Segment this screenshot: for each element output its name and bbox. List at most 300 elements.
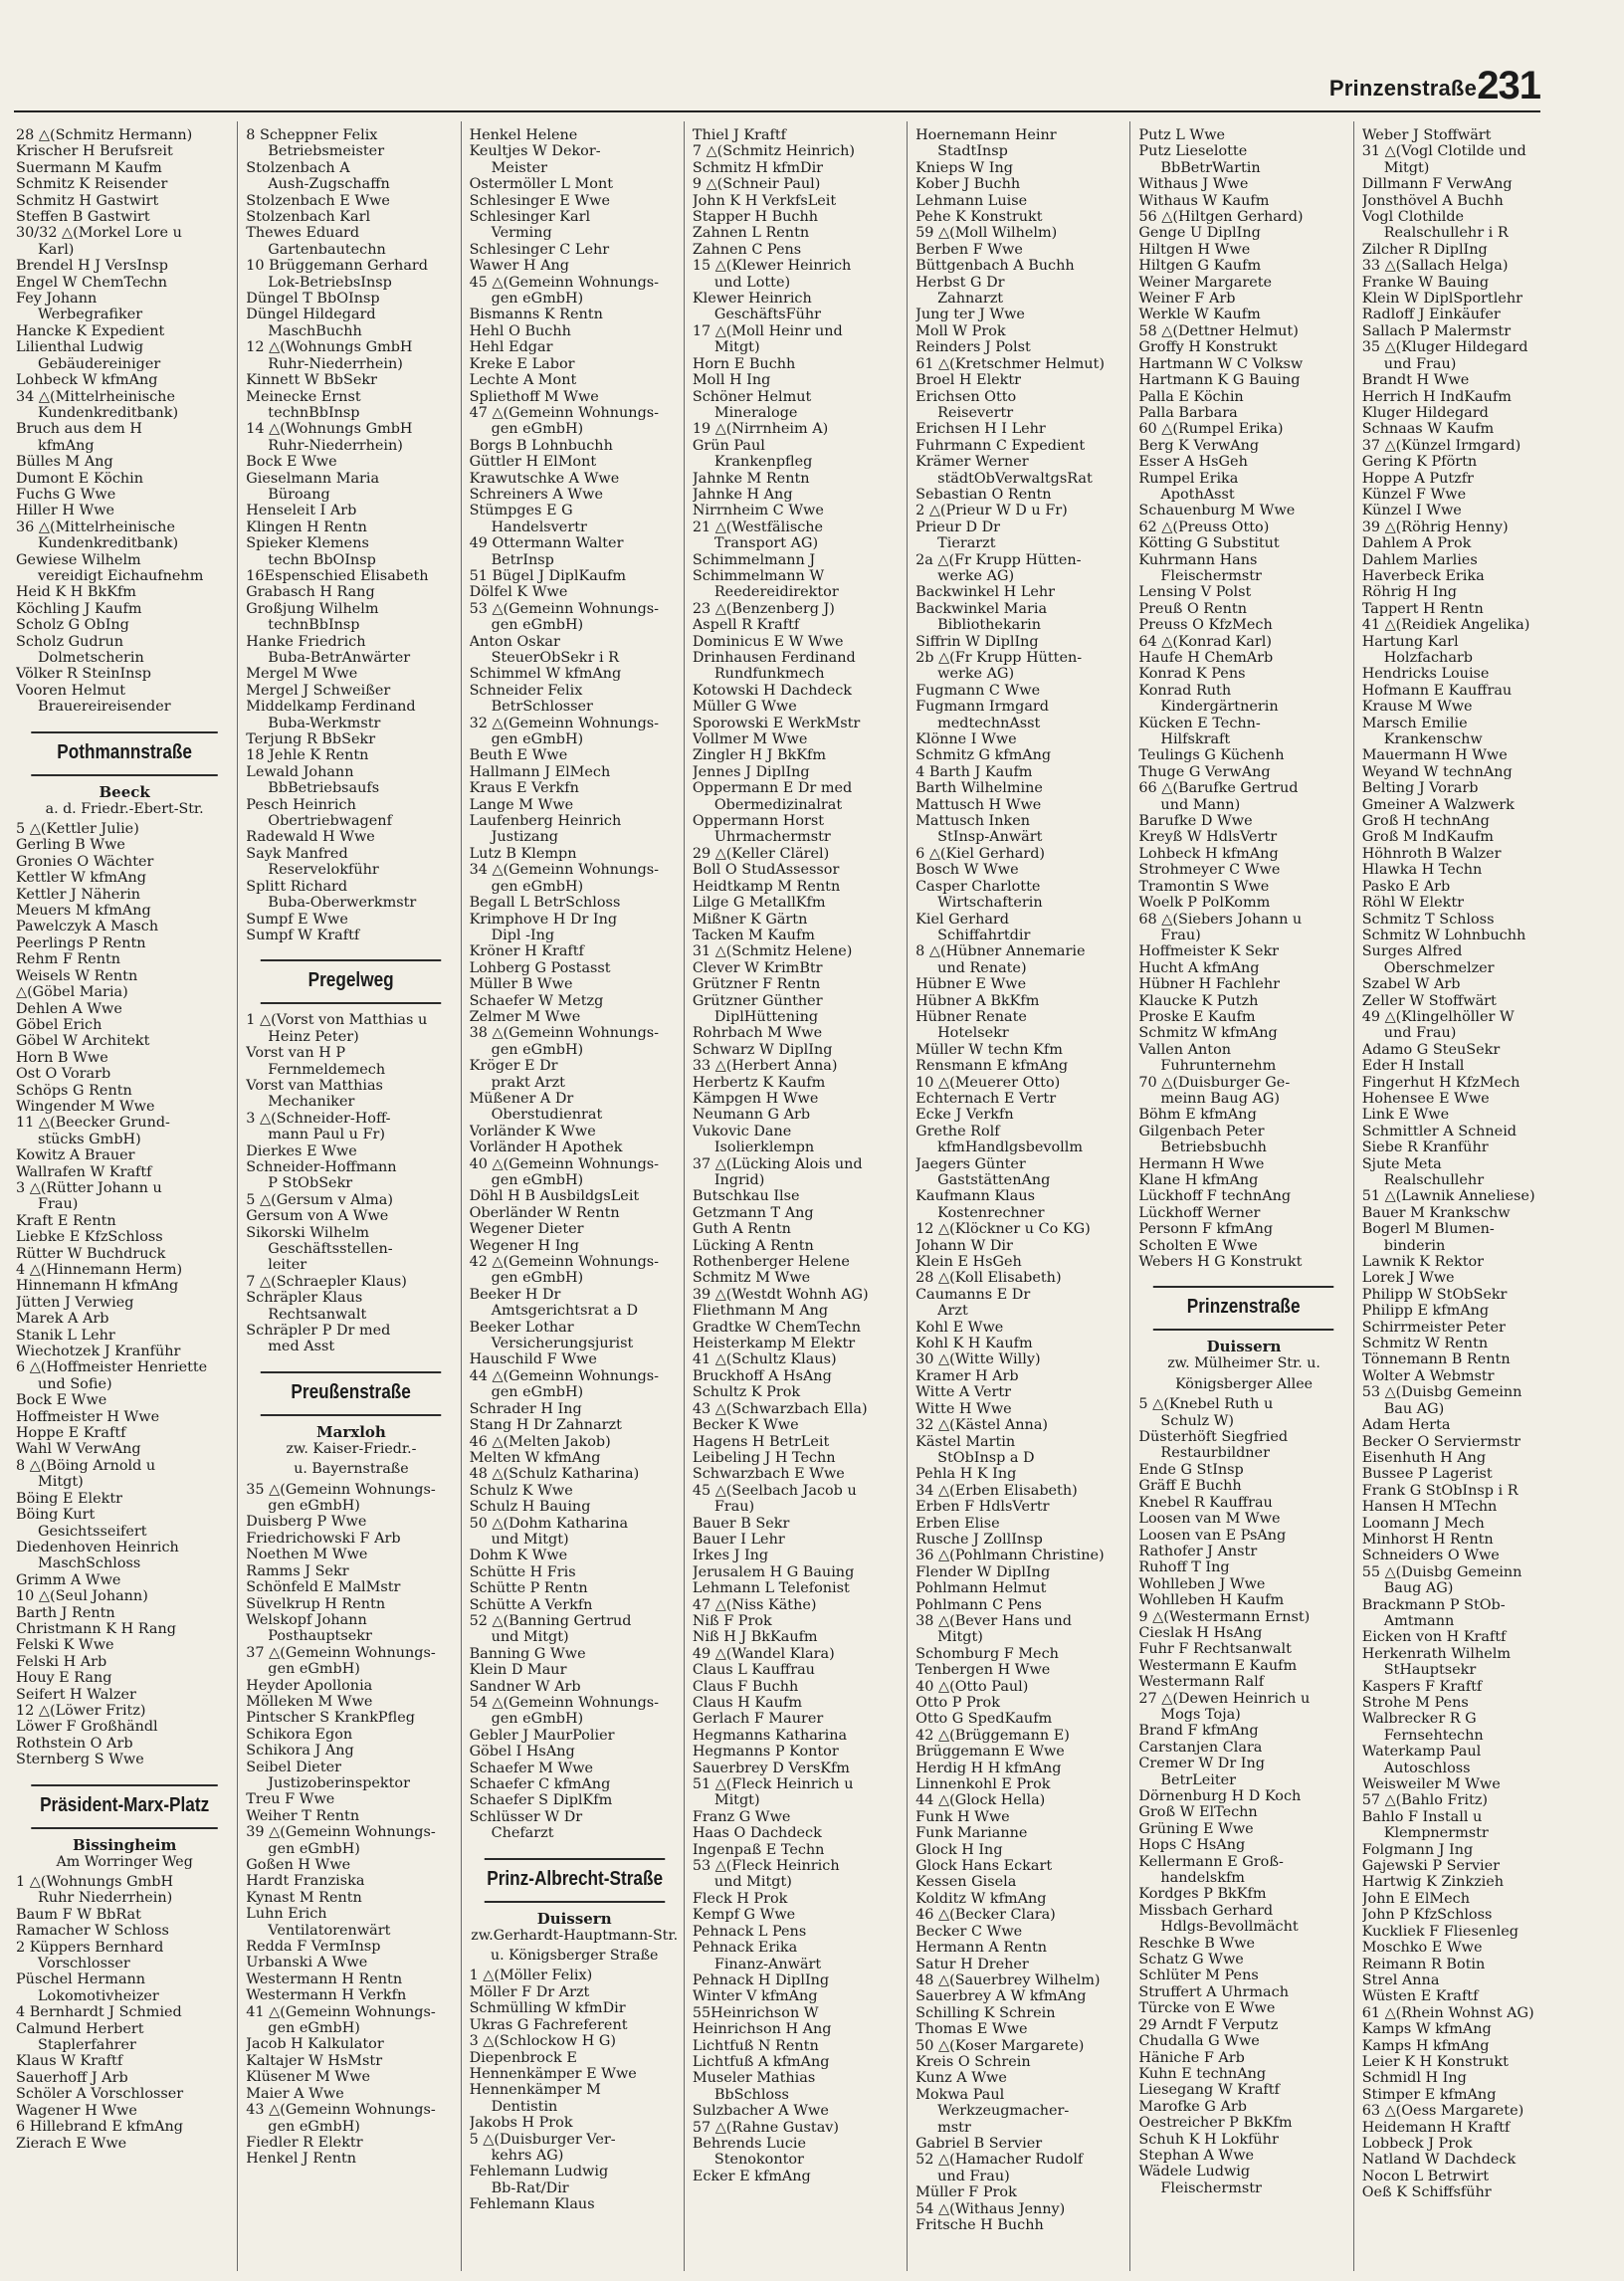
directory-entry: kfmHandlgsbevollm — [937, 1140, 1083, 1156]
directory-entry: Scholten E Wwe — [1138, 1237, 1258, 1254]
directory-entry: Schulz W) — [1160, 1412, 1235, 1429]
directory-entry: Felski H Arb — [16, 1653, 107, 1670]
directory-entry: Reedereidirektor — [713, 584, 839, 601]
directory-entry: 29 Arndt F Verputz — [1138, 2016, 1279, 2033]
directory-entry: und Frau) — [1383, 1025, 1457, 1042]
directory-entry: Vollmer M Wwe — [692, 731, 808, 748]
directory-entry: Schwarz W DiplIng — [692, 1041, 833, 1058]
directory-entry: Hanke Friedrich — [246, 633, 366, 650]
directory-entry: Friedrichowski F Arb — [246, 1530, 401, 1547]
directory-entry: Maier A Wwe — [246, 2085, 344, 2102]
directory-entry: 2 △(Prieur W D u Fr) — [915, 503, 1068, 519]
directory-entry: Henkel Helene — [469, 127, 578, 143]
directory-entry: Kreis O Schrein — [915, 2053, 1031, 2070]
directory-entry: Lichtfuß N Rentn — [692, 2037, 819, 2054]
directory-entry: Otto P Prok — [915, 1695, 1000, 1711]
directory-entry: Hardt Franziska — [246, 1873, 365, 1890]
directory-entry: 49 △(Wandel Klara) — [692, 1645, 835, 1662]
directory-entry: Loosen van E PsAng — [1138, 1527, 1287, 1544]
directory-entry: Reschke B Wwe — [1138, 1935, 1256, 1952]
directory-entry: Gerling B Wwe — [16, 837, 125, 854]
directory-entry: und Sofie) — [38, 1375, 112, 1392]
directory-entry: Peerlings P Rentn — [16, 934, 146, 951]
directory-entry: Ukras G Fachreferent — [469, 2016, 628, 2033]
directory-entry: Reimann R Botin — [1361, 1956, 1486, 1972]
directory-entry: Brauereireisender — [38, 699, 171, 716]
directory-entry: Engel W ChemTechn — [16, 274, 168, 291]
directory-entry: 33 △(Sallach Helga) — [1361, 258, 1509, 275]
directory-entry: Hartwig K Zinkzieh — [1361, 1874, 1505, 1891]
directory-entry: Kamps W kfmAng — [1361, 2021, 1492, 2038]
directory-entry: Vooren Helmut — [16, 682, 126, 699]
directory-entry: Welskopf Johann — [246, 1611, 367, 1628]
directory-entry: 51 Bügel J DiplKaufm — [469, 567, 627, 584]
directory-entry: 49 Ottermann Walter — [469, 535, 624, 552]
directory-entry: Broel H Elektr — [915, 372, 1022, 389]
directory-entry: Bahlo F Install u — [1361, 1808, 1483, 1825]
directory-entry: ApothAsst — [1160, 486, 1235, 503]
directory-entry: Hehl Edgar — [469, 339, 553, 356]
directory-entry: Jacob H Kalkulator — [246, 2036, 384, 2053]
directory-entry: Mokwa Paul — [915, 2086, 1005, 2103]
directory-entry: Spieker Klemens — [246, 535, 369, 552]
directory-entry: Dörnenburg H D Koch — [1138, 1788, 1302, 1804]
directory-entry: Johann W Dir — [915, 1237, 1013, 1254]
directory-entry: Stang H Dr Zahnarzt — [469, 1417, 622, 1434]
directory-entry: Teulings G Küchenh — [1138, 747, 1285, 764]
directory-entry: Irkes J Ing — [692, 1548, 769, 1564]
directory-entry: Groß M IndKaufm — [1361, 829, 1494, 846]
directory-entry: Schöler A Vorschlosser — [16, 2086, 184, 2103]
directory-entry: Wohlleben H Kaufm — [1138, 1592, 1285, 1609]
directory-entry: Palla E Köchin — [1138, 388, 1244, 405]
street-section-note: zw. Mülheimer Str. u. — [1167, 1355, 1320, 1372]
directory-entry: Kröger E Dr — [469, 1058, 558, 1075]
directory-entry: Schlesinger C Lehr — [469, 241, 610, 258]
directory-entry: Schuh K H Lokführ — [1138, 2131, 1279, 2148]
directory-entry: Schimmelmann W — [692, 567, 825, 584]
directory-entry: Pehe K Konstrukt — [915, 209, 1043, 226]
directory-entry: Fliethmann M Ang — [692, 1303, 829, 1320]
directory-entry: 53 △(Duisbg Gemeinn — [1361, 1384, 1522, 1401]
directory-entry: 2 Küppers Bernhard — [16, 1939, 164, 1956]
directory-entry: Weyand W technAng — [1361, 763, 1513, 780]
directory-entry: Rohrbach M Wwe — [692, 1025, 823, 1042]
directory-entry: Felski K Wwe — [16, 1637, 114, 1654]
directory-entry: Hoffmeister K Sekr — [1138, 943, 1280, 960]
directory-entry: BbBetriebsaufs — [268, 780, 380, 797]
directory-column-5 — [907, 121, 1129, 2271]
directory-entry: Hübner H Fachlehr — [1138, 976, 1280, 993]
directory-entry: Berg K VerwAng — [1138, 437, 1260, 454]
directory-entry: Wahl W VerwAng — [16, 1441, 141, 1458]
directory-entry: 38 △(Gemeinn Wohnungs- — [469, 1025, 660, 1042]
directory-entry: 56 △(Hiltgen Gerhard) — [1138, 209, 1304, 226]
directory-entry: Fleischermstr — [1160, 567, 1262, 584]
directory-column-4 — [684, 121, 907, 2271]
directory-entry: Lensing V Polst — [1138, 584, 1252, 601]
directory-entry: Berben F Wwe — [915, 241, 1023, 258]
directory-entry: Zingler H J BkKfm — [692, 747, 826, 764]
directory-entry: Büroang — [268, 486, 330, 503]
directory-column-7 — [1353, 121, 1576, 2271]
directory-entry: Oppermann E Dr med — [692, 780, 853, 797]
directory-entry: Withaus W Kaufm — [1138, 192, 1270, 209]
directory-entry: Heid K H BkKfm — [16, 584, 136, 601]
directory-entry: Cremer W Dr Ing — [1138, 1756, 1265, 1772]
directory-entry: Schmitz W Rentn — [1361, 1336, 1489, 1352]
directory-entry: Hoffmeister H Wwe — [16, 1408, 160, 1425]
directory-entry: Karl) — [38, 241, 75, 258]
directory-entry: Lobbeck J Prok — [1361, 2135, 1473, 2152]
directory-entry: Hinnemann H kfmAng — [16, 1278, 179, 1295]
directory-entry: Schiffahrtdir — [937, 927, 1031, 943]
directory-entry: Großjung Wilhelm — [246, 600, 379, 617]
directory-entry: 42 △(Brüggemann E) — [915, 1727, 1070, 1744]
directory-entry: Hoernemann Heinr — [915, 127, 1057, 143]
directory-entry: Betriebsbuchh — [1160, 1140, 1267, 1156]
directory-entry: Heinz Peter) — [268, 1028, 359, 1045]
directory-entry: Hennenkämper M — [469, 2082, 601, 2099]
directory-entry: Dipl -Ing — [491, 927, 555, 943]
header-rule — [14, 110, 1540, 112]
directory-entry: Justizoberinspektor — [268, 1774, 410, 1791]
directory-entry: Hauschild F Wwe — [469, 1351, 597, 1368]
directory-entry: Ostermöller L Mont — [469, 176, 613, 193]
directory-entry: △(Göbel Maria) — [16, 984, 128, 1001]
directory-entry: Geschäftsstellen- — [268, 1241, 393, 1257]
directory-entry: 34 △(Erben Elisabeth) — [915, 1482, 1078, 1499]
directory-entry: Philipp E kfmAng — [1361, 1303, 1490, 1320]
directory-entry: Heyder Apollonia — [246, 1677, 373, 1694]
directory-entry: Dahlem Marlies — [1361, 551, 1478, 568]
directory-entry: Dohm K Wwe — [469, 1548, 568, 1564]
directory-entry: Haverbeck Erika — [1361, 567, 1485, 584]
directory-entry: gen eGmbH) — [491, 878, 584, 895]
directory-entry: Röhl W Elektr — [1361, 895, 1465, 912]
directory-entry: Wallrafen W Kraftf — [16, 1163, 152, 1180]
directory-entry: Hübner A BkKfm — [915, 992, 1040, 1009]
directory-entry: Pehnack L Pens — [692, 1923, 807, 1940]
directory-entry: Kundenkreditbank) — [38, 535, 179, 552]
directory-entry: Belting J Vorarb — [1361, 780, 1479, 797]
directory-entry: werke AG) — [937, 567, 1015, 584]
directory-entry: Verming — [491, 225, 552, 242]
directory-entry: Rensmann E kfmAng — [915, 1058, 1069, 1075]
street-section-note: a. d. Friedr.-Ebert-Str. — [45, 800, 204, 817]
directory-entry: Eder H Install — [1361, 1058, 1465, 1075]
directory-entry: Sternberg S Wwe — [16, 1752, 144, 1768]
directory-entry: Woelk P PolKomm — [1138, 895, 1271, 912]
directory-entry: technBbInsp — [268, 617, 360, 634]
directory-entry: Bogerl M Blumen- — [1361, 1221, 1495, 1238]
directory-entry: Fernsehtechn — [1383, 1727, 1484, 1744]
directory-entry: Personn F kfmAng — [1138, 1221, 1274, 1238]
directory-entry: Kaltajer W HsMstr — [246, 2052, 383, 2069]
directory-entry: GeschäftsFühr — [713, 307, 822, 323]
directory-entry: Arzt — [937, 1303, 968, 1320]
directory-entry: Schirrmeister Peter — [1361, 1319, 1506, 1336]
directory-entry: Westermann E Kaufm — [1138, 1657, 1298, 1674]
directory-entry: werke AG) — [937, 666, 1015, 683]
directory-entry: Bauer I Lehr — [692, 1531, 785, 1548]
directory-entry: Niß H J BkKaufm — [692, 1629, 818, 1646]
directory-entry: Strohmeyer C Wwe — [1138, 862, 1281, 879]
directory-entry: Süvelkrup H Rentn — [246, 1595, 386, 1612]
directory-entry: Loosen van M Wwe — [1138, 1511, 1281, 1528]
directory-entry: P StObSekr — [268, 1175, 353, 1192]
directory-entry: Butschkau Ilse — [692, 1188, 800, 1205]
directory-entry: Schreiners A Wwe — [469, 486, 603, 503]
directory-entry: 4 △(Hinnemann Herm) — [16, 1262, 183, 1278]
directory-entry: Folgmann J Ing — [1361, 1841, 1474, 1858]
directory-entry: Meinecke Ernst — [246, 388, 361, 405]
directory-entry: Bussee P Lagerist — [1361, 1466, 1493, 1483]
directory-entry: Melten W kfmAng — [469, 1449, 601, 1466]
directory-entry: Lohbeck W kfmAng — [16, 372, 158, 389]
directory-entry: Reinders J Polst — [915, 339, 1031, 356]
directory-entry: Jennes J DiplIng — [692, 763, 810, 780]
directory-entry: Stolzenbach A — [246, 159, 350, 176]
directory-entry: Hübner Renate — [915, 1008, 1027, 1025]
directory-column-1 — [14, 121, 237, 2271]
directory-entry: Fugmann Irmgard — [915, 699, 1050, 716]
directory-entry: Mogs Toja) — [1160, 1706, 1241, 1723]
directory-entry: Moschko E Wwe — [1361, 1940, 1483, 1957]
directory-entry: 10 Brüggemann Gerhard — [246, 258, 428, 275]
directory-entry: Tacken M Kaufm — [692, 927, 815, 943]
directory-entry: Pehnack Erika — [692, 1940, 798, 1957]
directory-entry: Beuth E Wwe — [469, 747, 568, 764]
directory-entry: Pohlmann C Pens — [915, 1596, 1042, 1613]
directory-entry: prakt Arzt — [491, 1074, 565, 1091]
directory-entry: Klingen H Rentn — [246, 518, 367, 535]
directory-entry: Mergel M Wwe — [246, 666, 358, 683]
directory-entry: 5 △(Duisburger Ver- — [469, 2131, 616, 2148]
directory-entry: SteuerObSekr i R — [491, 650, 619, 666]
directory-entry: 45 △(Gemeinn Wohnungs- — [469, 274, 660, 291]
directory-entry: 19 △(Nirrnheim A) — [692, 421, 829, 438]
directory-entry: und Mitgt) — [713, 1874, 792, 1891]
directory-entry: Schomburg F Mech — [915, 1645, 1059, 1662]
directory-entry: Heidtkamp M Rentn — [692, 878, 841, 895]
directory-entry: 14 △(Wohnungs GmbH — [246, 421, 413, 438]
directory-entry: Büttgenbach A Buchh — [915, 258, 1075, 275]
directory-entry: Grün Paul — [692, 437, 765, 454]
directory-entry: Autoschloss — [1383, 1760, 1471, 1776]
directory-entry: Ruhr-Niederrhein) — [268, 437, 403, 454]
directory-entry: Schaefer S DiplKfm — [469, 1792, 613, 1809]
directory-entry: Chudalla G Wwe — [1138, 2033, 1260, 2050]
directory-entry: Kowitz A Brauer — [16, 1147, 135, 1164]
directory-entry: handelskfm — [1160, 1870, 1245, 1887]
directory-entry: Schwarzbach E Wwe — [692, 1466, 845, 1483]
directory-entry: Esser A HsGeh — [1138, 454, 1248, 471]
directory-entry: Laufenberg Heinrich — [469, 813, 622, 830]
directory-entry: Ingrid) — [713, 1172, 765, 1188]
directory-entry: Borgs B Lohnbuchh — [469, 437, 613, 454]
directory-entry: GaststättenAng — [937, 1172, 1051, 1188]
directory-entry: Schmülling W kfmDir — [469, 2000, 626, 2017]
directory-entry: Funk H Wwe — [915, 1808, 1010, 1825]
directory-entry: Hotelsekr — [937, 1025, 1009, 1042]
directory-entry: Transport AG) — [713, 535, 819, 552]
directory-entry: 16Espenschied Elisabeth — [246, 567, 429, 584]
directory-entry: Schneider-Hoffmann — [246, 1158, 397, 1175]
directory-entry: Schikora Egon — [246, 1726, 353, 1743]
directory-entry: 30 △(Witte Willy) — [915, 1351, 1041, 1368]
directory-entry: Calmund Herbert — [16, 2020, 144, 2037]
directory-entry: Webers H G Konstrukt — [1138, 1254, 1303, 1271]
directory-entry: Hübner E Wwe — [915, 976, 1027, 993]
directory-entry: Marek A Arb — [16, 1311, 109, 1328]
directory-entry: 30/32 △(Morkel Lore u — [16, 225, 182, 242]
directory-entry: Groß W ElTechn — [1138, 1804, 1258, 1821]
directory-entry: Mattusch H Wwe — [915, 796, 1042, 813]
directory-entry: Wirtschafterin — [937, 895, 1043, 912]
directory-entry: Kämpgen H Wwe — [692, 1090, 819, 1107]
directory-entry: Kraus E Verkfn — [469, 780, 579, 797]
directory-entry: Hartmann W C Volksw — [1138, 355, 1304, 372]
directory-entry: Bismanns K Rentn — [469, 307, 603, 323]
directory-entry: Eicken von H Kraftf — [1361, 1629, 1507, 1646]
directory-entry: Bibliothekarin — [937, 617, 1042, 634]
directory-entry: Westermann H Verkfn — [246, 1987, 407, 2004]
directory-entry: Böing Kurt — [16, 1507, 96, 1524]
directory-entry: 37 △(Lücking Alois und — [692, 1155, 863, 1172]
directory-entry: Missbach Gerhard — [1138, 1902, 1274, 1919]
directory-entry: Weiner Margarete — [1138, 274, 1273, 291]
directory-entry: Ventilatorenwärt — [268, 1922, 391, 1939]
directory-entry: Lehmann Luise — [915, 192, 1028, 209]
directory-entry: 2b △(Fr Krupp Hütten- — [915, 650, 1083, 666]
directory-entry: Chefarzt — [491, 1825, 554, 1842]
directory-entry: Noethen M Wwe — [246, 1547, 368, 1563]
directory-entry: Flender W DiplIng — [915, 1563, 1051, 1580]
directory-entry: technBbInsp — [268, 404, 360, 421]
directory-entry: Mineraloge — [713, 404, 798, 421]
directory-entry: Göbel W Architekt — [16, 1033, 150, 1050]
directory-entry: Keultjes W Dekor- — [469, 143, 601, 160]
directory-entry: Obermedizinalrat — [713, 796, 843, 813]
directory-entry: 59 △(Moll Wilhelm) — [915, 225, 1058, 242]
directory-entry: Krimphove H Dr Ing — [469, 911, 618, 928]
directory-entry: Dolmetscherin — [38, 650, 144, 666]
directory-entry: Otto G SpedKaufm — [915, 1711, 1053, 1728]
directory-entry: Marofke G Arb — [1138, 2098, 1247, 2115]
directory-entry: 9 △(Schneir Paul) — [692, 176, 821, 193]
directory-entry: Leier K H Konstrukt — [1361, 2053, 1509, 2070]
directory-entry: Jung ter J Wwe — [915, 307, 1025, 323]
directory-entry: Sandner W Arb — [469, 1678, 581, 1695]
directory-entry: Finanz-Anwärt — [713, 1956, 822, 1972]
directory-entry: Frau) — [1160, 927, 1201, 943]
directory-entry: Vorschlosser — [38, 1956, 130, 1972]
directory-entry: Zahnen C Pens — [692, 241, 802, 258]
directory-entry: Kettler J Näherin — [16, 886, 141, 903]
directory-entry: Kaspers F Kraftf — [1361, 1678, 1483, 1695]
directory-entry: binderin — [1383, 1237, 1446, 1254]
directory-entry: Mauermann H Wwe — [1361, 747, 1508, 764]
street-section-note: Am Worringer Weg — [56, 1853, 193, 1870]
directory-entry: 32 △(Kästel Anna) — [915, 1417, 1049, 1434]
directory-entry: Dominicus E W Wwe — [692, 633, 844, 650]
directory-entry: MaschSchloss — [38, 1555, 141, 1572]
directory-entry: Weiher T Rentn — [246, 1807, 360, 1824]
directory-entry: Weisweiler M Wwe — [1361, 1776, 1501, 1793]
directory-entry: 5 △(Kettler Julie) — [16, 821, 139, 838]
directory-entry: Hofmann E Kauffrau — [1361, 682, 1513, 699]
directory-entry: Schütte A Verkfn — [469, 1596, 593, 1613]
directory-entry: Dölfel K Wwe — [469, 584, 568, 601]
directory-entry: 44 △(Gemeinn Wohnungs- — [469, 1367, 660, 1384]
directory-entry: Winter V kfmAng — [692, 1988, 818, 2005]
directory-entry: Wolter A Webmstr — [1361, 1367, 1495, 1384]
directory-entry: 53 △(Fleck Heinrich — [692, 1858, 840, 1875]
directory-entry: 52 △(Hamacher Rudolf — [915, 2152, 1084, 2169]
directory-entry: Düngel T BbOInsp — [246, 291, 380, 308]
directory-entry: Kindergärtnerin — [1160, 699, 1279, 716]
directory-entry: 46 △(Becker Clara) — [915, 1907, 1056, 1924]
directory-entry: Künzel I Wwe — [1361, 503, 1462, 519]
directory-entry: Justizang — [491, 829, 559, 846]
directory-entry: Schlüter M Pens — [1138, 1968, 1259, 1984]
directory-entry: Klüsener M Wwe — [246, 2069, 370, 2086]
directory-entry: Tierarzt — [937, 535, 996, 552]
directory-entry: Frau) — [713, 1499, 755, 1516]
directory-entry: John P KfzSchloss — [1361, 1907, 1493, 1924]
directory-entry: Lorek J Wwe — [1361, 1270, 1455, 1287]
directory-entry: Henseleit I Arb — [246, 503, 357, 519]
directory-entry: Gabriel B Servier — [915, 2135, 1043, 2152]
directory-entry: und Mitgt) — [491, 1531, 569, 1548]
directory-entry: StObInsp a D — [937, 1449, 1035, 1466]
directory-entry: 64 △(Konrad Karl) — [1138, 633, 1272, 650]
directory-entry: Begall L BetrSchloss — [469, 895, 621, 912]
directory-entry: Strohe M Pens — [1361, 1695, 1469, 1711]
directory-entry: Hucht A kfmAng — [1138, 959, 1260, 976]
directory-entry: Schimmelmann J — [692, 551, 816, 568]
directory-entry: Kreyß W HdlsVertr — [1138, 829, 1278, 846]
directory-entry: Schütte H Fris — [469, 1563, 576, 1580]
directory-entry: Vorländer K Wwe — [469, 1123, 596, 1140]
directory-entry: Jakobs H Prok — [469, 2115, 573, 2132]
directory-entry: Fernmeldemech — [268, 1061, 386, 1078]
directory-entry: Schlesinger E Wwe — [469, 192, 611, 209]
directory-entry: Hagens H BetrLeit — [692, 1433, 830, 1450]
directory-entry: Hilfskraft — [1160, 731, 1231, 748]
directory-entry: Marsch Emilie — [1361, 715, 1468, 731]
directory-entry: 61 △(Kretschmer Helmut) — [915, 355, 1105, 372]
directory-entry: Sjute Meta — [1361, 1155, 1442, 1172]
directory-entry: BetrLeiter — [1160, 1771, 1237, 1788]
directory-entry: Klewer Heinrich — [692, 291, 812, 308]
directory-entry: John E ElMech — [1361, 1890, 1470, 1907]
directory-entry: Adam Herta — [1361, 1417, 1451, 1434]
directory-entry: Buba-BetrAnwärter — [268, 650, 411, 666]
directory-entry: Ecker E kfmAng — [692, 2168, 811, 2184]
directory-entry: Kuhn E technAng — [1138, 2065, 1267, 2082]
directory-entry: Kiel Gerhard — [915, 911, 1010, 928]
directory-entry: 15 △(Klewer Heinrich — [692, 258, 852, 275]
directory-entry: Nirrnheim C Wwe — [692, 503, 824, 519]
directory-entry: Müller G Wwe — [692, 699, 797, 716]
directory-entry: Schönfeld E MalMstr — [246, 1579, 401, 1596]
directory-entry: Herdig H H kfmAng — [915, 1760, 1062, 1776]
directory-entry: 18 Jehle K Rentn — [246, 747, 369, 764]
directory-entry: Mattusch Inken — [915, 813, 1031, 830]
directory-entry: 39 △(Röhrig Henny) — [1361, 518, 1509, 535]
